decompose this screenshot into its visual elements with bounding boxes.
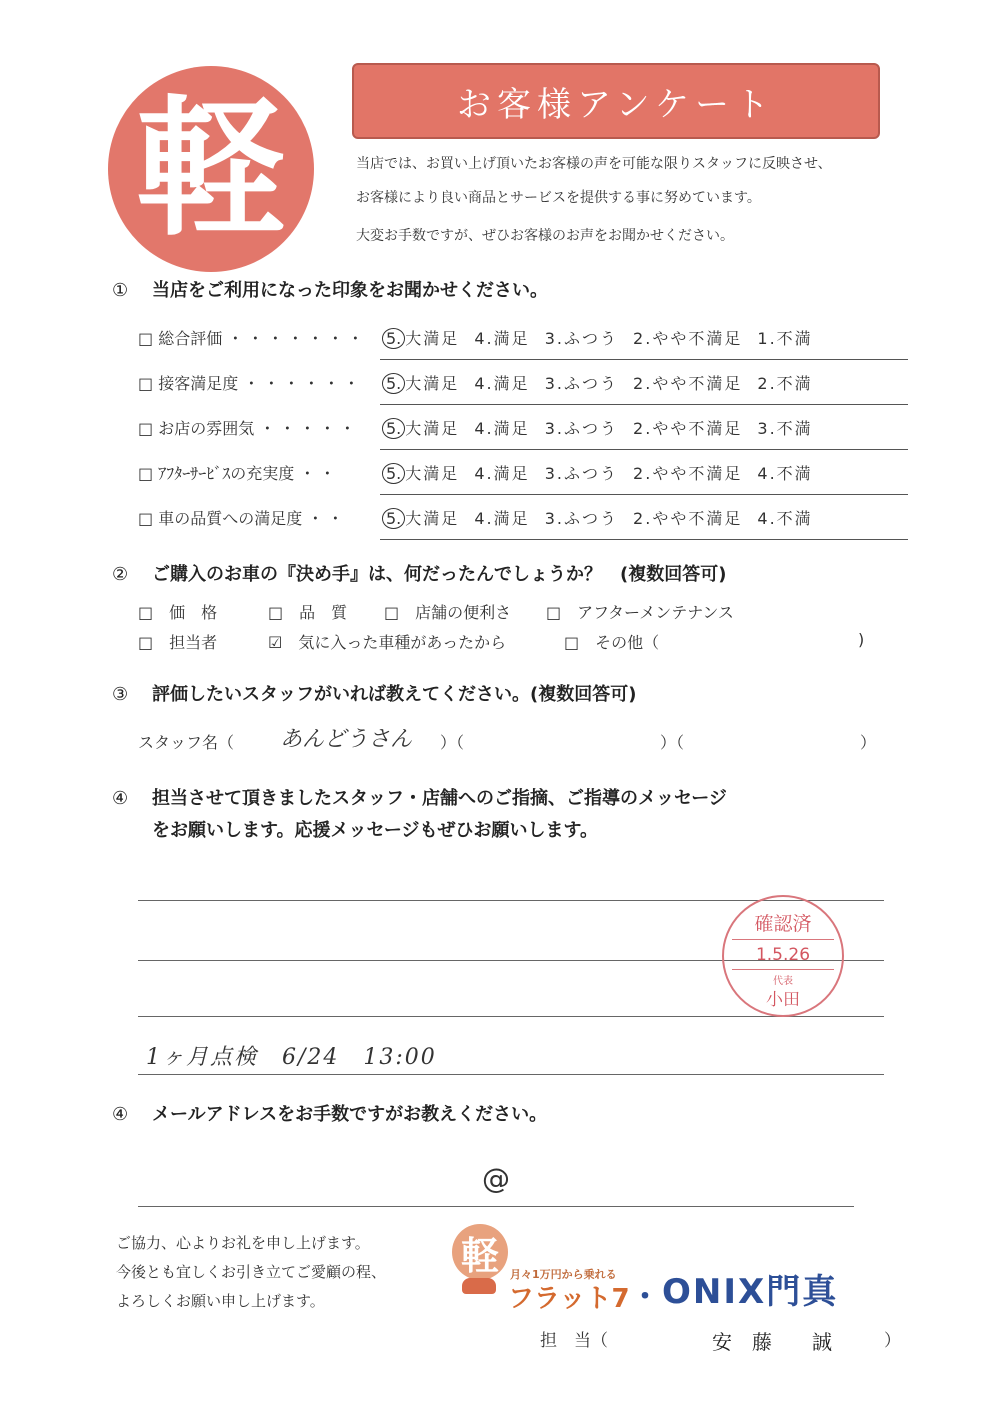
q2-heading bbox=[112, 560, 726, 586]
stamp-name: 小田 bbox=[766, 990, 800, 1010]
staff-in-charge-close: ） bbox=[884, 1331, 901, 1351]
option-car-model[interactable]: ☑ 気に入った車種があったから bbox=[268, 633, 507, 652]
stamp-top-text: 確認済 bbox=[754, 913, 812, 935]
paren-3: ） bbox=[860, 733, 877, 752]
intro-line-1: 当店では、お買い上げ頂いたお客様の声を可能な限りスタッフに反映させ、 bbox=[356, 156, 832, 172]
approval-stamp bbox=[722, 895, 844, 1017]
rating-label-text: □ 接客満足度 bbox=[138, 374, 239, 393]
q2-number: ② bbox=[112, 564, 129, 585]
email-input-line[interactable] bbox=[138, 1206, 854, 1207]
rating-underline bbox=[380, 404, 908, 405]
q4-title-2: をお願いします。応援メッセージもぜひお願いします。 bbox=[152, 820, 599, 841]
staff-in-charge-label: 担 当（ bbox=[540, 1331, 608, 1351]
selected-circle: 5. bbox=[382, 508, 405, 529]
stamp-role: 代表 bbox=[773, 976, 793, 987]
page-title: お客様アンケート bbox=[352, 63, 880, 139]
brand-tagline: 月々1万円から乗れる bbox=[510, 1268, 617, 1281]
q3-number: ③ bbox=[112, 684, 129, 705]
rating-label-service[interactable] bbox=[138, 371, 363, 394]
staff-in-charge-name: 安 藤 誠 bbox=[712, 1330, 832, 1354]
option-maintenance[interactable]: □ アフターメンテナンス bbox=[546, 603, 734, 622]
rating-label-text: □ お店の雰囲気 bbox=[138, 419, 255, 438]
rating-scale-text: 大満足 4.満足 3.ふつう 2.やや不満足 2.不満 bbox=[405, 374, 813, 393]
closing-line-2: 今後とも宜しくお引き立てご愛顧の程、 bbox=[116, 1263, 387, 1281]
rating-label-atmosphere[interactable] bbox=[138, 416, 359, 439]
rating-label-quality[interactable] bbox=[138, 506, 347, 529]
rating-scale-overall[interactable] bbox=[382, 326, 813, 349]
rating-label-aftercare[interactable] bbox=[138, 461, 339, 484]
stamp-divider-top bbox=[732, 939, 834, 940]
intro-line-3: 大変お手数ですが、ぜひお客様のお声をお聞かせください。 bbox=[356, 228, 734, 244]
leader-dots: ・・・・・・・ bbox=[227, 329, 368, 348]
email-at-sign: @ bbox=[482, 1162, 510, 1195]
paren-2: ）（ bbox=[660, 733, 685, 752]
q4-title-1: 担当させて頂きましたスタッフ・店舗へのご指摘、ご指導のメッセージ bbox=[152, 788, 727, 809]
leader-dots: ・・・・・ bbox=[259, 419, 360, 438]
brand-badge: 軽 bbox=[452, 1224, 508, 1280]
q5-heading bbox=[112, 1100, 547, 1126]
option-other[interactable]: □ その他（ bbox=[564, 633, 660, 652]
rating-scale-quality[interactable] bbox=[382, 506, 813, 529]
option-price[interactable]: □ 価 格 bbox=[138, 603, 218, 622]
closing-line-1: ご協力、心よりお礼を申し上げます。 bbox=[116, 1234, 370, 1252]
rating-underline bbox=[380, 359, 908, 360]
q5-number: ④ bbox=[112, 1104, 129, 1125]
rating-scale-aftercare[interactable] bbox=[382, 461, 813, 484]
rating-label-overall[interactable] bbox=[138, 326, 367, 349]
q2-title: ご購入のお車の『決め手』は、何だったんでしょうか？ (複数回答可) bbox=[152, 564, 727, 585]
option-other-close: ) bbox=[858, 630, 865, 649]
paren-1: ）（ bbox=[440, 733, 465, 752]
q4-heading bbox=[112, 784, 727, 810]
option-quality[interactable]: □ 品 質 bbox=[268, 603, 348, 622]
q1-heading bbox=[112, 276, 548, 302]
q1-number: ① bbox=[112, 280, 129, 301]
q4-number: ④ bbox=[112, 788, 129, 809]
q1-title: 当店をご利用になった印象をお聞かせください。 bbox=[152, 280, 548, 301]
rating-underline bbox=[380, 494, 908, 495]
stamp-divider-bottom bbox=[732, 969, 834, 970]
message-line-4[interactable] bbox=[138, 1074, 884, 1075]
closing-line-3: よろしくお願い申し上げます。 bbox=[116, 1292, 325, 1310]
selected-circle: 5. bbox=[382, 463, 405, 484]
rating-label-text: □ 車の品質への満足度 bbox=[138, 509, 303, 528]
staff-name-answer[interactable]: あんどうさん bbox=[280, 727, 413, 752]
q5-title: メールアドレスをお手数ですがお教えください。 bbox=[152, 1104, 548, 1125]
q3-title: 評価したいスタッフがいれば教えてください。(複数回答可) bbox=[152, 684, 637, 705]
q3-heading bbox=[112, 680, 636, 706]
rating-underline bbox=[380, 539, 908, 540]
rating-scale-service[interactable] bbox=[382, 371, 813, 394]
rating-scale-atmosphere[interactable] bbox=[382, 416, 813, 439]
brand-onix: ONIX門真 bbox=[662, 1272, 839, 1312]
rating-underline bbox=[380, 449, 908, 450]
message-handwritten[interactable]: 1ヶ月点検 6/24 13:00 bbox=[146, 1045, 437, 1070]
car-icon bbox=[462, 1278, 496, 1294]
brand-flat7: フラット7 bbox=[508, 1284, 630, 1314]
rating-label-text: □ 総合評価 bbox=[138, 329, 223, 348]
option-staff[interactable]: □ 担当者 bbox=[138, 633, 218, 652]
intro-line-2: お客様により良い商品とサービスを提供する事に努めています。 bbox=[356, 190, 761, 206]
rating-scale-text: 大満足 4.満足 3.ふつう 2.やや不満足 4.不満 bbox=[405, 464, 813, 483]
leader-dots: ・・ bbox=[307, 509, 348, 528]
selected-circle: 5. bbox=[382, 418, 405, 439]
rating-scale-text: 大満足 4.満足 3.ふつう 2.やや不満足 1.不満 bbox=[405, 329, 813, 348]
selected-circle: 5. bbox=[382, 328, 405, 349]
rating-label-text: □ ｱﾌﾀｰｻｰﾋﾞｽの充実度 bbox=[138, 464, 295, 483]
rating-scale-text: 大満足 4.満足 3.ふつう 2.やや不満足 4.不満 bbox=[405, 509, 813, 528]
leader-dots: ・・ bbox=[299, 464, 340, 483]
staff-name-label: スタッフ名（ bbox=[138, 733, 235, 752]
leader-dots: ・・・・・・ bbox=[243, 374, 364, 393]
logo-char: 軽 bbox=[135, 81, 286, 257]
option-convenience[interactable]: □ 店舗の便利さ bbox=[384, 603, 512, 622]
brand-separator: ・ bbox=[630, 1280, 660, 1315]
stamp-date: 1.5.26 bbox=[755, 945, 811, 965]
rating-scale-text: 大満足 4.満足 3.ふつう 2.やや不満足 3.不満 bbox=[405, 419, 813, 438]
selected-circle: 5. bbox=[382, 373, 405, 394]
